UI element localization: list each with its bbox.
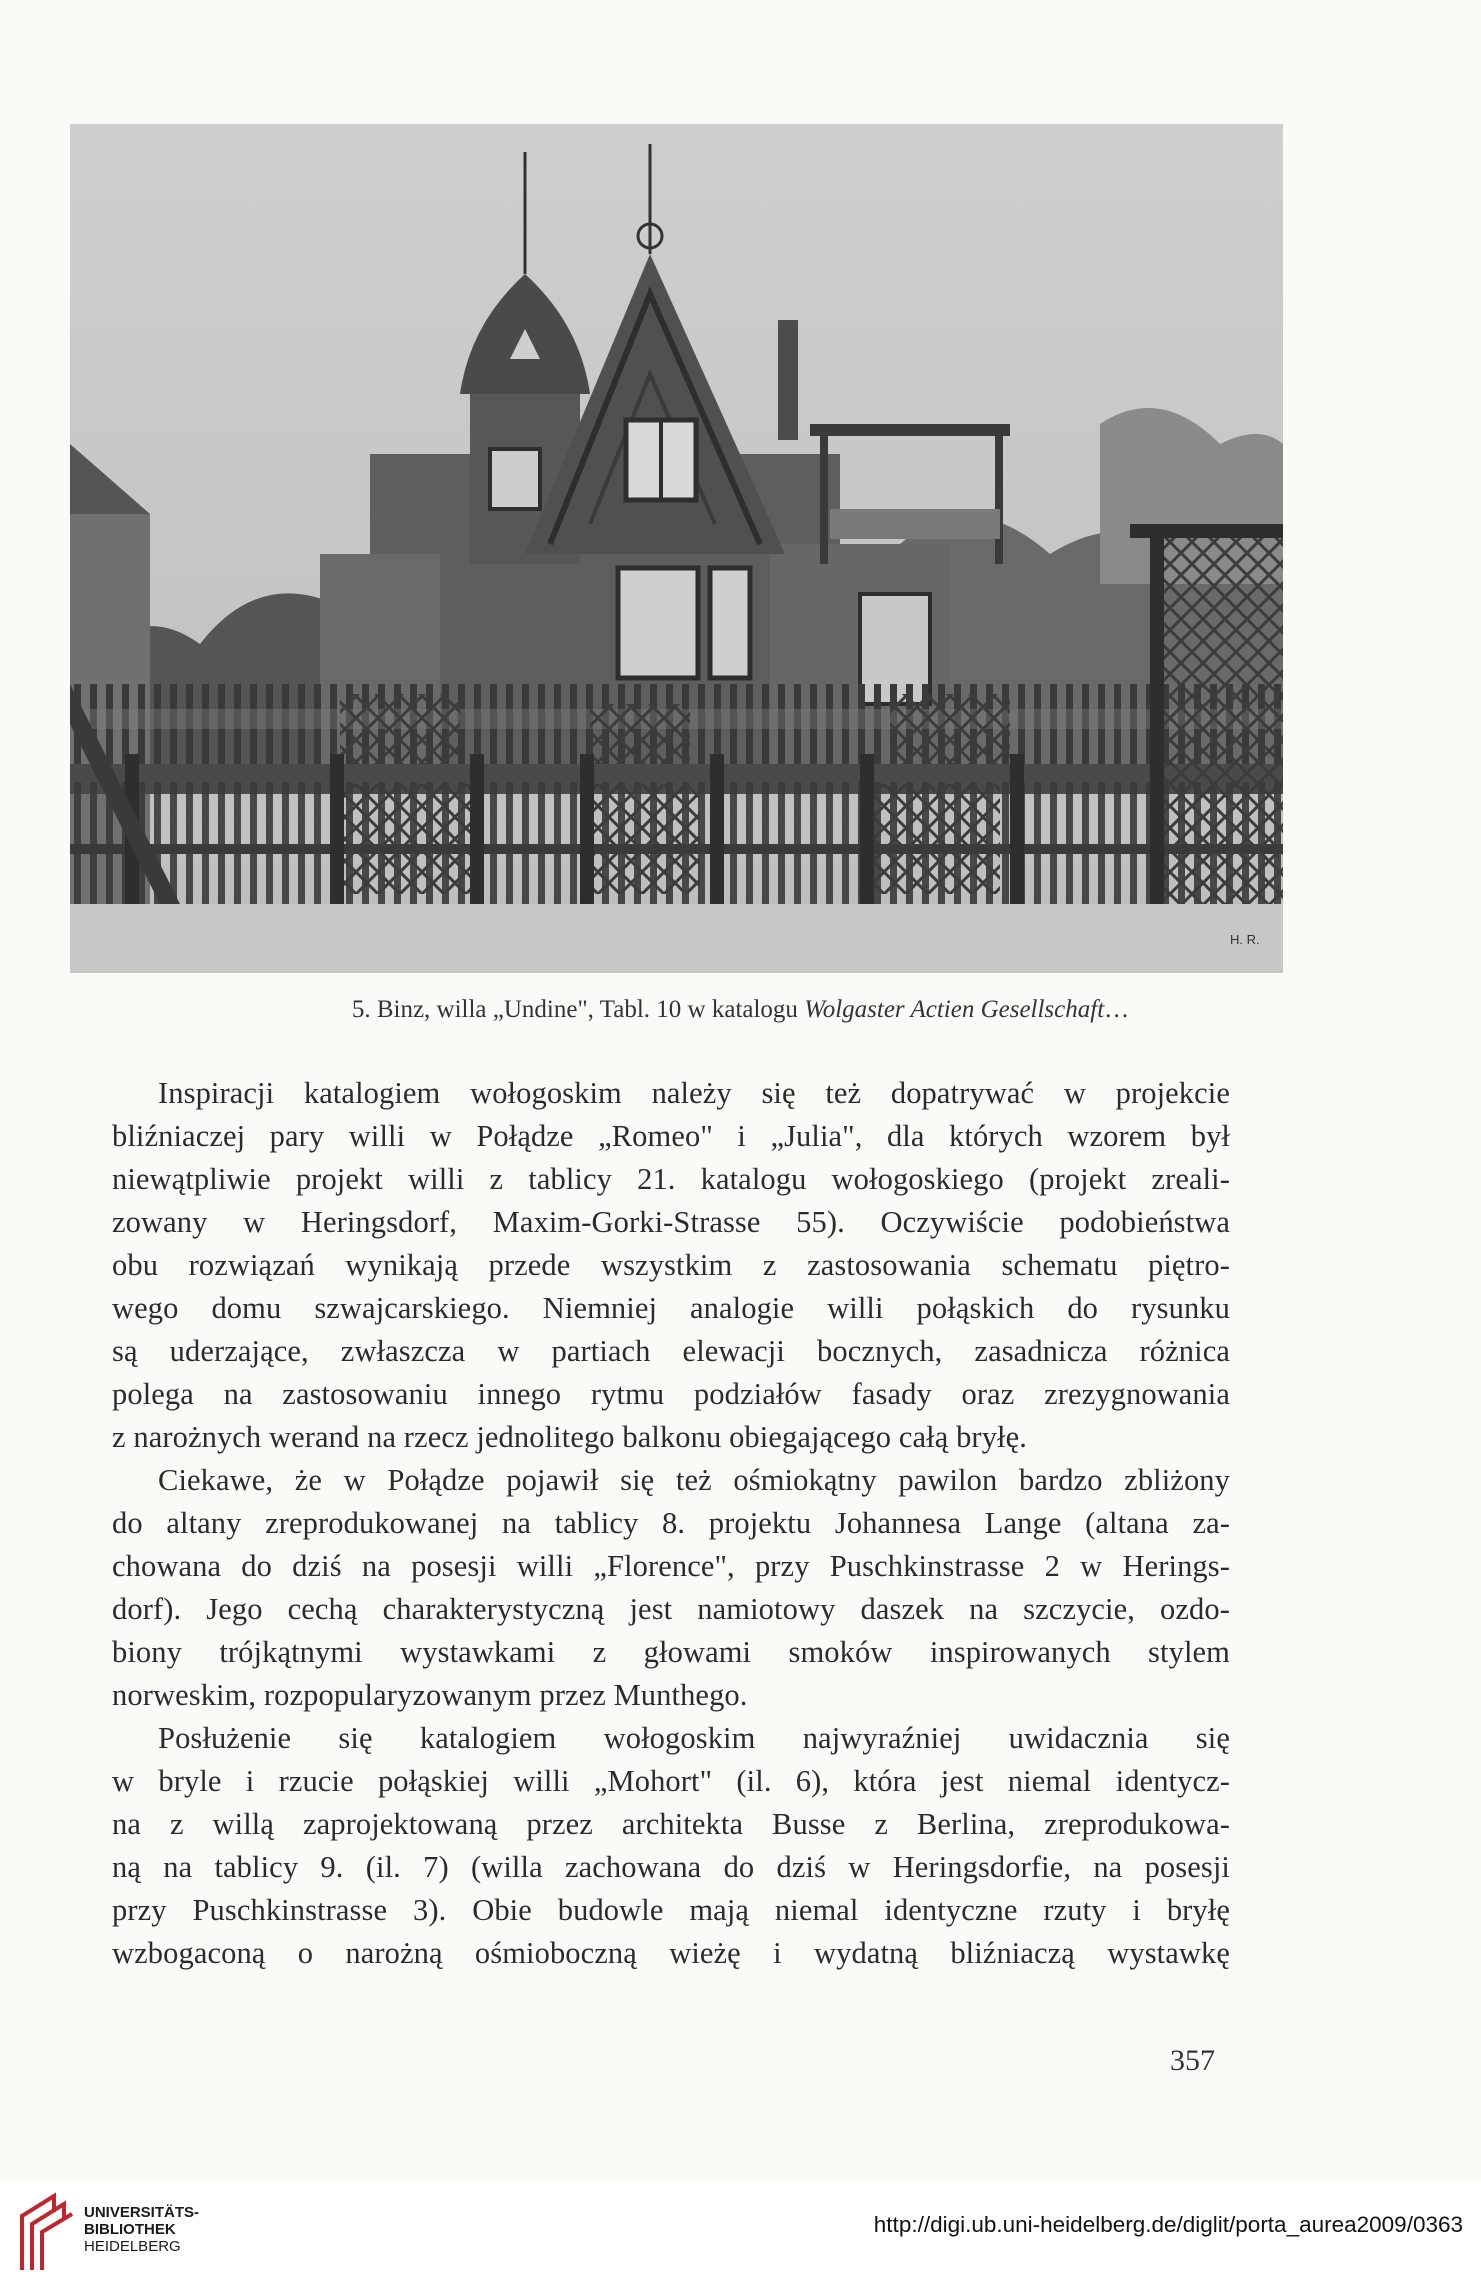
text-line: bliźniaczej pary willi w Połądze „Romeo" i „Julia", dla których wzorem był xyxy=(112,1119,1230,1153)
text-line: niewątpliwie projekt willi z tablicy 21. katalogu wołogoskiego (projekt zreali- xyxy=(112,1162,1230,1196)
library-logo-icon xyxy=(14,2192,76,2274)
text-line: w bryle i rzucie połąskiej willi „Mohort" (il. 6), która jest niemal identycz- xyxy=(112,1764,1230,1798)
text-line: chowana do dziś na posesji willi „Florence", przy Puschkinstrasse 2 w Herings- xyxy=(112,1549,1230,1583)
paragraph-3 xyxy=(112,1717,1230,1975)
paragraph-2 xyxy=(112,1459,1230,1717)
paragraph-1 xyxy=(112,1072,1230,1459)
caption-italic-title: Wolgaster Actien Gesellschaft xyxy=(804,996,1105,1023)
text-line: polega na zastosowaniu innego rytmu podziałów fasady oraz zrezygnowania xyxy=(112,1377,1230,1411)
text-line: dorf). Jego cechą charakterystyczną jest namiotowy daszek na szczycie, ozdo- xyxy=(112,1592,1230,1626)
library-line: HEIDELBERG xyxy=(84,2238,181,2255)
text-line: ną na tablicy 9. (il. 7) (willa zachowana do dziś w Heringsdorfie, na posesji xyxy=(112,1850,1230,1884)
library-name xyxy=(84,2204,199,2255)
text-line: wzbogaconą o narożną ośmioboczną wieżę i wydatną bliźniaczą wystawkę xyxy=(112,1936,1230,1970)
library-line: BIBLIOTHEK xyxy=(84,2221,176,2238)
caption-text: 5. Binz, willa „Undine", Tabl. 10 w katalogu xyxy=(351,996,805,1023)
caption-ellipsis: … xyxy=(1104,996,1130,1023)
text-line: na z willą zaprojektowaną przez architekta Busse z Berlina, zreprodukowa- xyxy=(112,1807,1230,1841)
text-line: zowany w Heringsdorf, Maxim-Gorki-Strasse 55). Oczywiście podobieństwa xyxy=(112,1205,1230,1239)
text-line: wego domu szwajcarskiego. Niemniej analogie willi połąskich do rysunku xyxy=(112,1291,1230,1325)
text-line: biony trójkątnymi wystawkami z głowami smoków inspirowanych stylem xyxy=(112,1635,1230,1669)
text-line: są uderzające, zwłaszcza w partiach elewacji bocznych, zasadnicza różnica xyxy=(112,1334,1230,1368)
villa-undine-illustration xyxy=(70,124,1283,973)
villa-photograph xyxy=(70,124,1283,973)
text-line: do altany zreprodukowanej na tablicy 8. projektu Johannesa Lange (altana za- xyxy=(112,1506,1230,1540)
source-url-link[interactable]: http://digi.ub.uni-heidelberg.de/diglit/porta_aurea2009/0363 xyxy=(873,2212,1463,2237)
text-line: Inspiracji katalogiem wołogoskim należy się też dopatrywać w projekcie xyxy=(158,1076,1230,1110)
text-line: przy Puschkinstrasse 3). Obie budowle mają niemal identyczne rzuty i bryłę xyxy=(112,1893,1230,1927)
figure-caption xyxy=(0,996,1481,1024)
body-text xyxy=(112,1072,1230,1975)
page-number: 357 xyxy=(1170,2044,1215,2077)
text-line: obu rozwiązań wynikają przede wszystkim z zastosowania schematu piętro- xyxy=(112,1248,1230,1282)
text-line: Posłużenie się katalogiem wołogoskim najwyraźniej uwidacznia się xyxy=(158,1721,1230,1755)
text-line: Ciekawe, że w Połądze pojawił się też ośmiokątny pawilon bardzo zbliżony xyxy=(158,1463,1230,1497)
text-line: norweskim, rozpopularyzowanym przez Munthego. xyxy=(112,1678,748,1712)
photo-corner-mark: H. R. xyxy=(1230,932,1260,947)
library-line: UNIVERSITÄTS- xyxy=(84,2204,200,2221)
text-line: z narożnych werand na rzecz jednolitego balkonu obiegającego całą bryłę. xyxy=(112,1420,1027,1454)
